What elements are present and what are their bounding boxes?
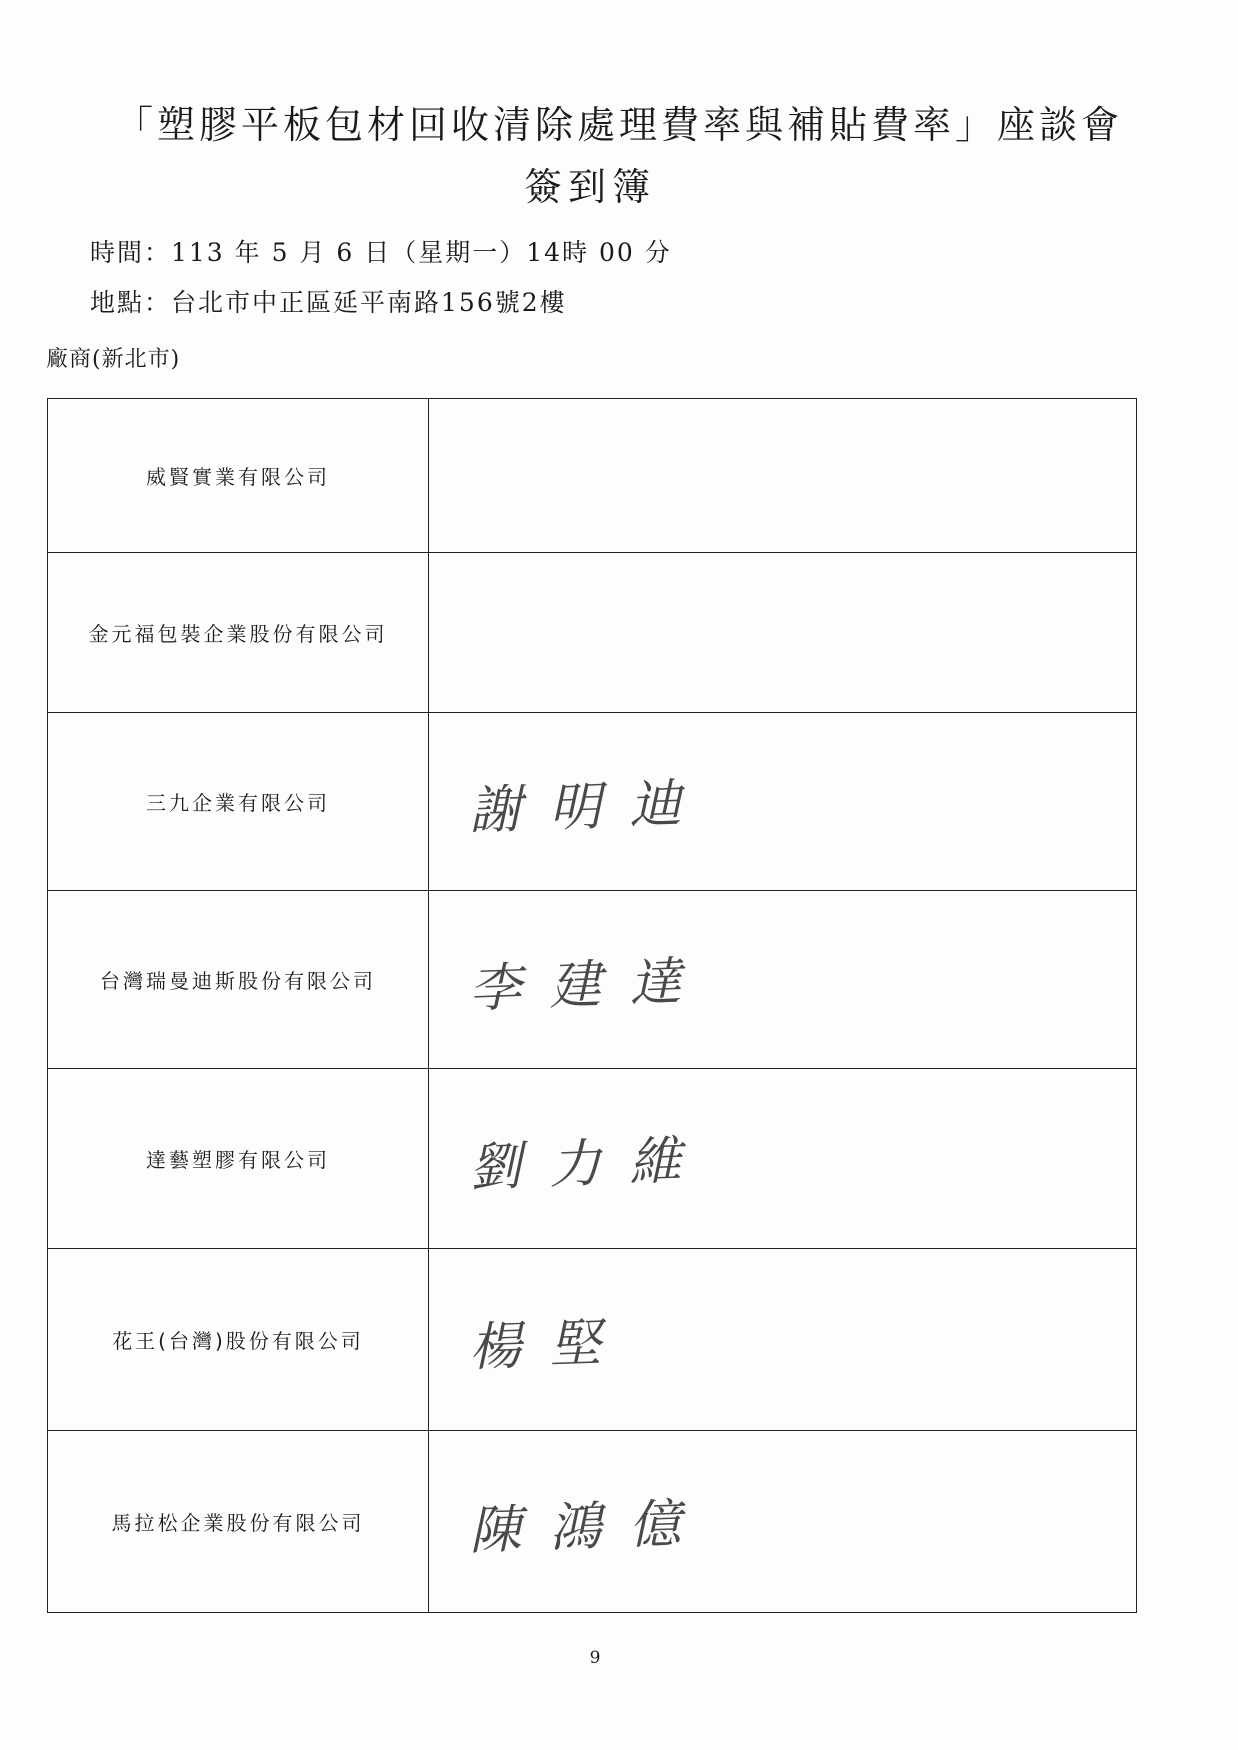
company-name: 台灣瑞曼迪斯股份有限公司: [48, 891, 429, 1069]
signature: 陳鴻億: [468, 1492, 711, 1562]
page-subtitle: 簽到簿: [523, 165, 656, 209]
signature-cell: [429, 1249, 1137, 1431]
signature-cell: [429, 1431, 1137, 1613]
company-name: 三九企業有限公司: [48, 713, 429, 891]
table-row: [48, 553, 1137, 713]
signature-cell: [429, 1069, 1137, 1249]
page-number: 9: [589, 1648, 601, 1668]
signature: 楊堅: [468, 1312, 631, 1378]
signature-cell: [429, 553, 1137, 713]
table-row: [48, 1069, 1137, 1249]
company-name: 馬拉松企業股份有限公司: [48, 1431, 429, 1613]
signature: 謝明迪: [468, 772, 711, 842]
signature-cell: [429, 713, 1137, 891]
table-row: [48, 891, 1137, 1069]
company-name: 金元福包裝企業股份有限公司: [48, 553, 429, 713]
signature: 劉力維: [468, 1129, 711, 1199]
meeting-time: 時間：113 年 5 月 6 日（星期一）14時 00 分: [90, 238, 672, 267]
table-row: [48, 399, 1137, 553]
company-name: 威賢實業有限公司: [48, 399, 429, 553]
signature-cell: [429, 891, 1137, 1069]
signature-cell: [429, 399, 1137, 553]
meeting-place: 地點：台北市中正區延平南路156號2樓: [90, 288, 567, 317]
table-row: [48, 1249, 1137, 1431]
section-label: 廠商(新北市): [46, 347, 181, 372]
signature: 李建達: [468, 950, 711, 1020]
company-name: 達藝塑膠有限公司: [48, 1069, 429, 1249]
company-name: 花王(台灣)股份有限公司: [48, 1249, 429, 1431]
page-title: 「塑膠平板包材回收清除處理費率與補貼費率」座談會: [114, 103, 1123, 147]
sign-in-table: [47, 398, 1137, 1613]
table-row: [48, 1431, 1137, 1613]
table-row: [48, 713, 1137, 891]
